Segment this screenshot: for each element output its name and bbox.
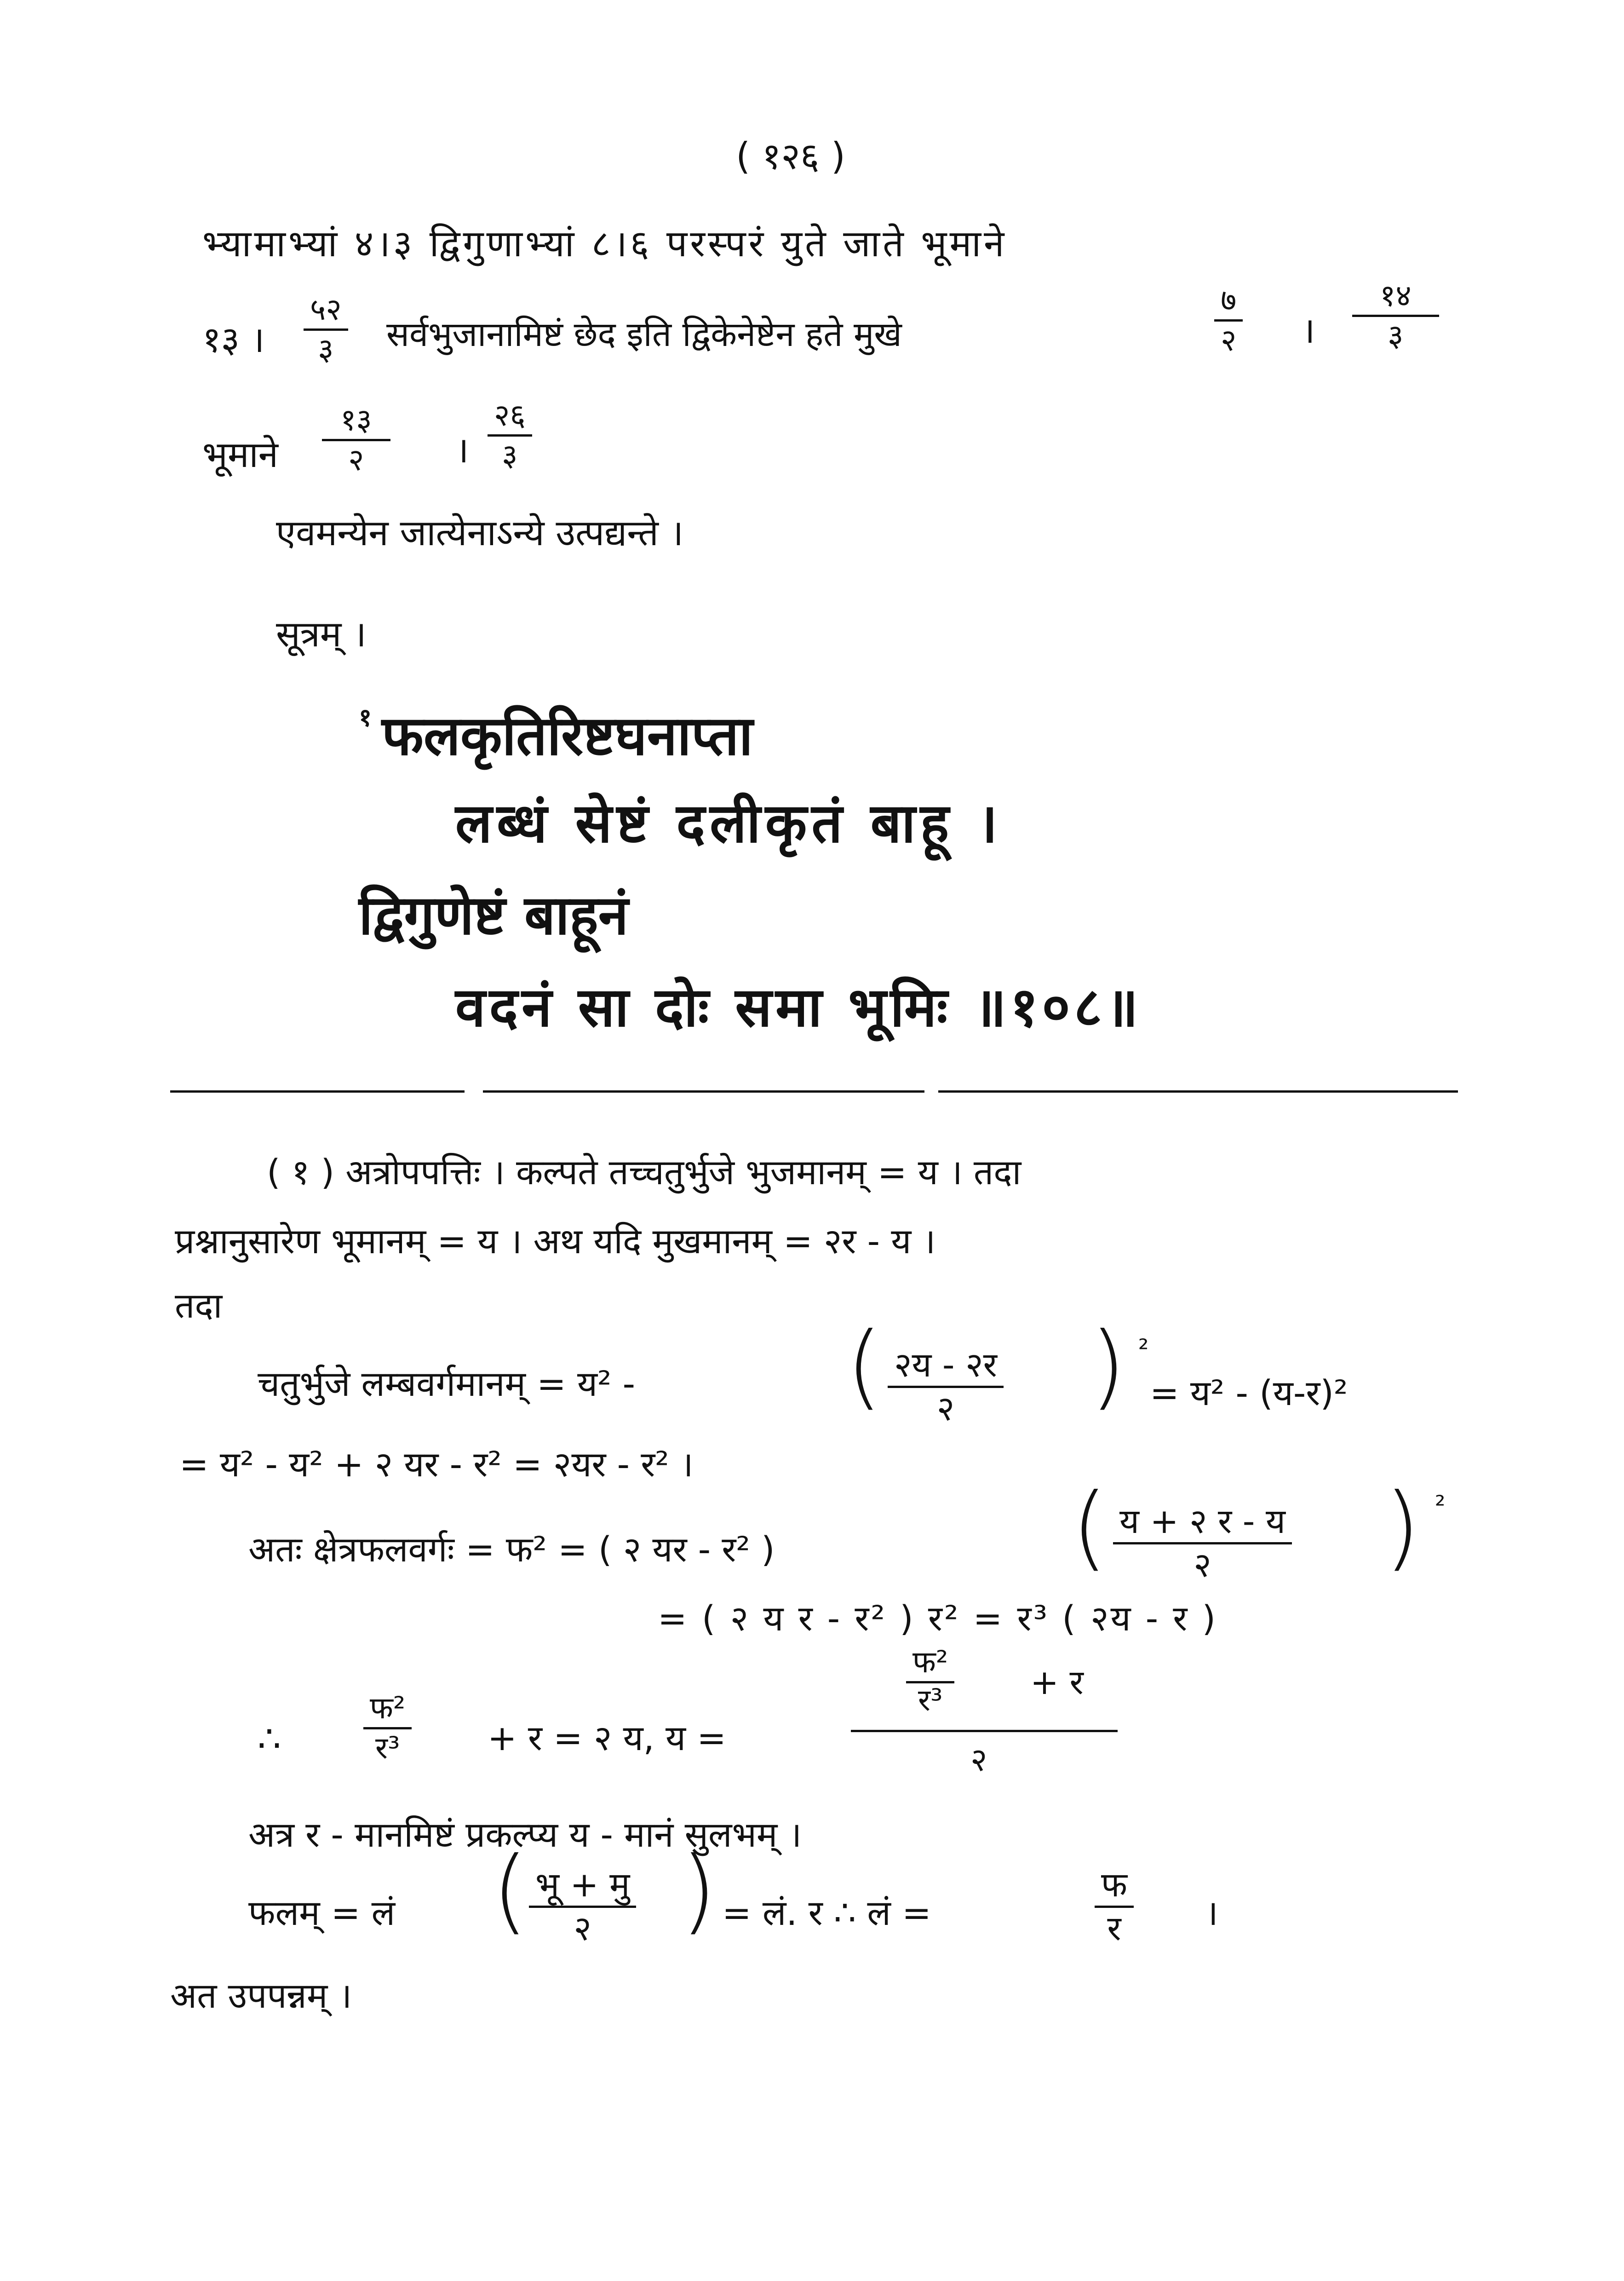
fraction-denominator: ३ [1388,318,1404,353]
fraction-numerator: ५२ [304,294,348,331]
fraction-numerator: १४ [1352,281,1439,317]
eq3-left: अतः क्षेत्रफलवर्गः = फ² = ( २ यर - र² ) [248,1529,775,1570]
para1-line1: भ्यामाभ्यां ४।३ द्विगुणाभ्यां ८।६ परस्परं युते जाते भूमाने [202,222,1007,265]
fraction-denominator: २ [1194,1545,1211,1585]
eq5-mid: + र = २ य, य = [488,1717,726,1758]
eq7-fraction [529,1865,636,1948]
eq7-fraction2 [1095,1865,1134,1948]
eq1-exponent: ² [1138,1334,1149,1364]
notes-line1: ( १ ) अत्रोपपत्तिः । कल्पते तच्चतुर्भुजे भुजमानम् = य । तदा [267,1152,1021,1192]
notes-line3: तदा [175,1285,223,1326]
fraction-numerator: फ² [906,1647,954,1683]
eq1-fraction [888,1345,1004,1429]
fraction-denominator: ३ [318,332,334,367]
para2: एवमन्येन जात्येनाऽन्ये उत्पद्यन्ते । [276,513,684,554]
eq6: अत्र र - मानमिष्टं प्रकल्प्य य - मानं सुलभम् । [248,1814,802,1855]
fraction-denominator: र³ [375,1730,400,1766]
eq7-left: फलम् = लं [248,1892,396,1933]
verse-line1: फलकृतिरिष्टघनाप्ता [382,704,753,767]
fraction-numerator: भू + मु [529,1868,636,1908]
left-paren: ( [492,1837,528,1944]
therefore-sign: ∴ [258,1717,281,1760]
verse-line2: लब्धं सेष्टं दलीकृतं बाहू । [455,791,1003,855]
eq5-fraction [363,1690,412,1766]
eq4: = ( २ य र - र² ) र² = र³ ( २य - र ) [658,1598,1218,1639]
fraction-7-2 [1214,282,1243,358]
fraction-52-3 [304,294,348,365]
footnote-mark: १ [359,703,372,732]
right-paren: ) [1384,1474,1421,1581]
fraction-denominator: र³ [918,1682,943,1718]
separator: । [1302,310,1315,351]
eq7-end: । [1205,1892,1218,1933]
divider-segment [483,1090,924,1093]
fraction-denominator: २ [936,1389,955,1429]
fraction-numerator: फ² [363,1693,412,1729]
verse-line3: द्विगुणेष्टं बाहूनं [359,883,629,947]
eq5-big-den: २ [970,1741,987,1779]
eq2: = य² - य² + २ यर - र² = २यर - र² । [179,1444,694,1485]
fraction-denominator: २ [574,1909,591,1948]
fraction-13-2 [322,402,390,478]
right-paren: ) [1090,1313,1126,1420]
fraction-numerator: २य - २र [888,1348,1004,1388]
fraction-denominator: ३ [502,438,518,473]
para1-line2-mid: सर्वभुजानामिष्टं छेद इति द्विकेनेष्टेन हते मुखे [386,315,902,354]
divider-segment [938,1090,1458,1093]
left-paren: ( [1072,1474,1108,1581]
eq5-inner-fraction [906,1644,954,1718]
fraction-numerator: २६ [488,400,532,437]
para1-line3-start: भूमाने [202,434,278,476]
eq1-right: = य² - (य-र)² [1150,1372,1348,1413]
notes-line2: प्रश्नानुसारेण भूमानम् = य । अथ यदि मुखमानम् = २र - य । [175,1221,936,1261]
eq1-left: चतुर्भुजे लम्बवर्गमानम् = य² - [258,1363,636,1404]
fraction-numerator: १३ [322,405,390,441]
fraction-denominator: २ [1221,323,1237,358]
sutra-label: सूत्रम् । [276,614,367,655]
eq5-plus-r: + र [1030,1663,1084,1702]
fraction-26-3 [488,397,532,473]
verse-line4: वदनं सा दोः समा भूमिः ॥१०८॥ [455,975,1142,1039]
fraction-numerator: फ [1095,1868,1134,1908]
eq5-big-fraction [851,1644,1118,1785]
right-paren: ) [681,1837,717,1944]
final-line: अत उपपन्नम् । [170,1975,352,2016]
page-number: ( १२६ ) [736,135,846,178]
fraction-numerator: ७ [1214,285,1243,322]
fraction-denominator: र [1107,1909,1121,1948]
fraction-numerator: य + २ र - य [1113,1504,1292,1544]
left-paren: ( [846,1313,883,1420]
fraction-denominator: २ [348,442,364,478]
para1-line2-start: १३ । [202,319,265,361]
eq3-fraction [1113,1502,1292,1585]
divider-segment [170,1090,465,1093]
eq7-mid: = लं. र ∴ लं = [722,1892,931,1933]
eq3-exponent: ² [1435,1491,1446,1521]
fraction-bar [851,1730,1118,1732]
fraction-14-3 [1352,278,1439,353]
separator: । [455,430,469,471]
